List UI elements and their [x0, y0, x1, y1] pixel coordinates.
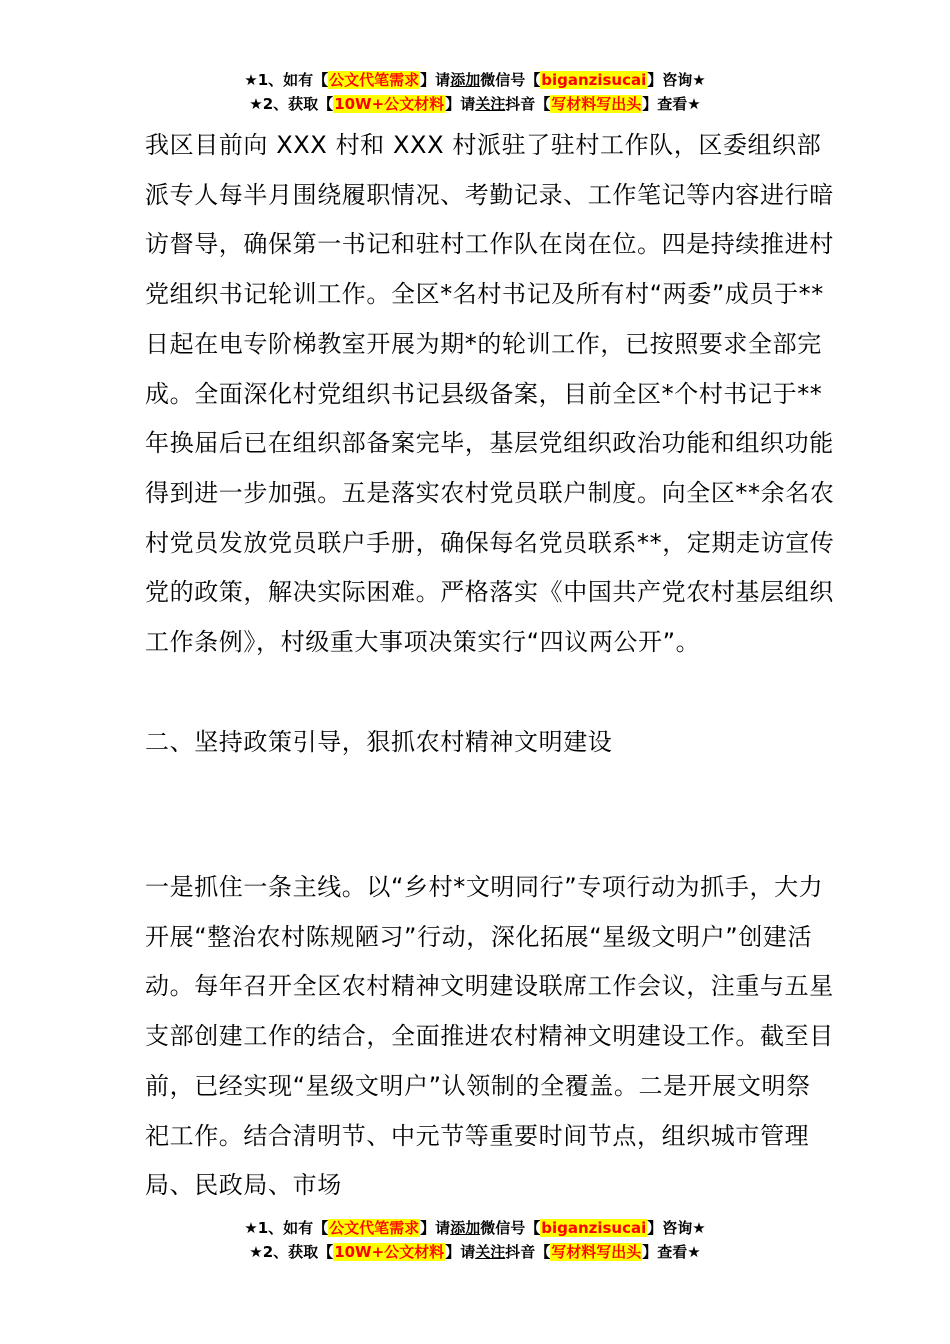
highlight-douyin: 写材料写出头 — [551, 1243, 642, 1261]
highlight-service: 公文代笔需求 — [329, 71, 420, 89]
star-icon: ★ — [249, 95, 263, 113]
top-banner — [0, 68, 950, 116]
highlight-douyin: 写材料写出头 — [551, 95, 642, 113]
highlight-materials: 10W+公文材料 — [334, 95, 445, 113]
highlight-wechat-id: biganzisucai — [541, 1219, 647, 1237]
star-icon: ★ — [244, 71, 258, 89]
banner-line-2: ★2、获取【10W+公文材料】请关注抖音【写材料写出头】查看★ — [249, 1243, 701, 1261]
document-body — [145, 121, 835, 1211]
paragraph-3: 一是抓住一条主线。以“乡村*文明同行”专项行动为抓手，大力开展“整治农村陈规陋习”行动，深化拓展“星级文明户”创建活动。每年召开全区农村精神文明建设联席工作会议，注重与五星支部创建工作的结合，全面推进农村精神文明建设工作。截至目前，已经实现“星级文明户”认领制的全覆盖。二是开展文明祭祀工作。结合清明节、中元节等重要时间节点，组织城市管理局、民政局、市场 — [145, 873, 834, 1200]
banner-line-2: ★2、获取【10W+公文材料】请关注抖音【写材料写出头】查看★ — [249, 95, 701, 113]
highlight-materials: 10W+公文材料 — [334, 1243, 445, 1261]
star-icon: ★ — [244, 1219, 258, 1237]
section-heading-2: 二、坚持政策引导，狠抓农村精神文明建设 — [145, 728, 613, 756]
highlight-service: 公文代笔需求 — [329, 1219, 420, 1237]
banner-line-1: ★1、如有【公文代笔需求】请添加微信号【biganzisucai】咨询★ — [244, 1219, 706, 1237]
bottom-banner — [0, 1216, 950, 1264]
banner-line-1: ★1、如有【公文代笔需求】请添加微信号【biganzisucai】咨询★ — [244, 71, 706, 89]
highlight-wechat-id: biganzisucai — [541, 71, 647, 89]
star-icon: ★ — [249, 1243, 263, 1261]
paragraph-1: 我区目前向 XXX 村和 XXX 村派驻了驻村工作队，区委组织部派专人每半月围绕履职情况、考勤记录、工作笔记等内容进行暗访督导，确保第一书记和驻村工作队在岗在位。四是持续推进村党组织书记轮训工作。全区*名村书记及所有村“两委”成员于**日起在电专阶梯教室开展为期*的轮训工作，已按照要求全部完成。全面深化村党组织书记县级备案，目前全区*个村书记于**年换届后已在组织部备案完毕，基层党组织政治功能和组织功能得到进一步加强。五是落实农村党员联户制度。向全区**余名农村党员发放党员联户手册，确保每名党员联系**，定期走访宣传党的政策，解决实际困难。严格落实《中国共产党农村基层组织工作条例》，村级重大事项决策实行“四议两公开”。 — [145, 131, 835, 657]
